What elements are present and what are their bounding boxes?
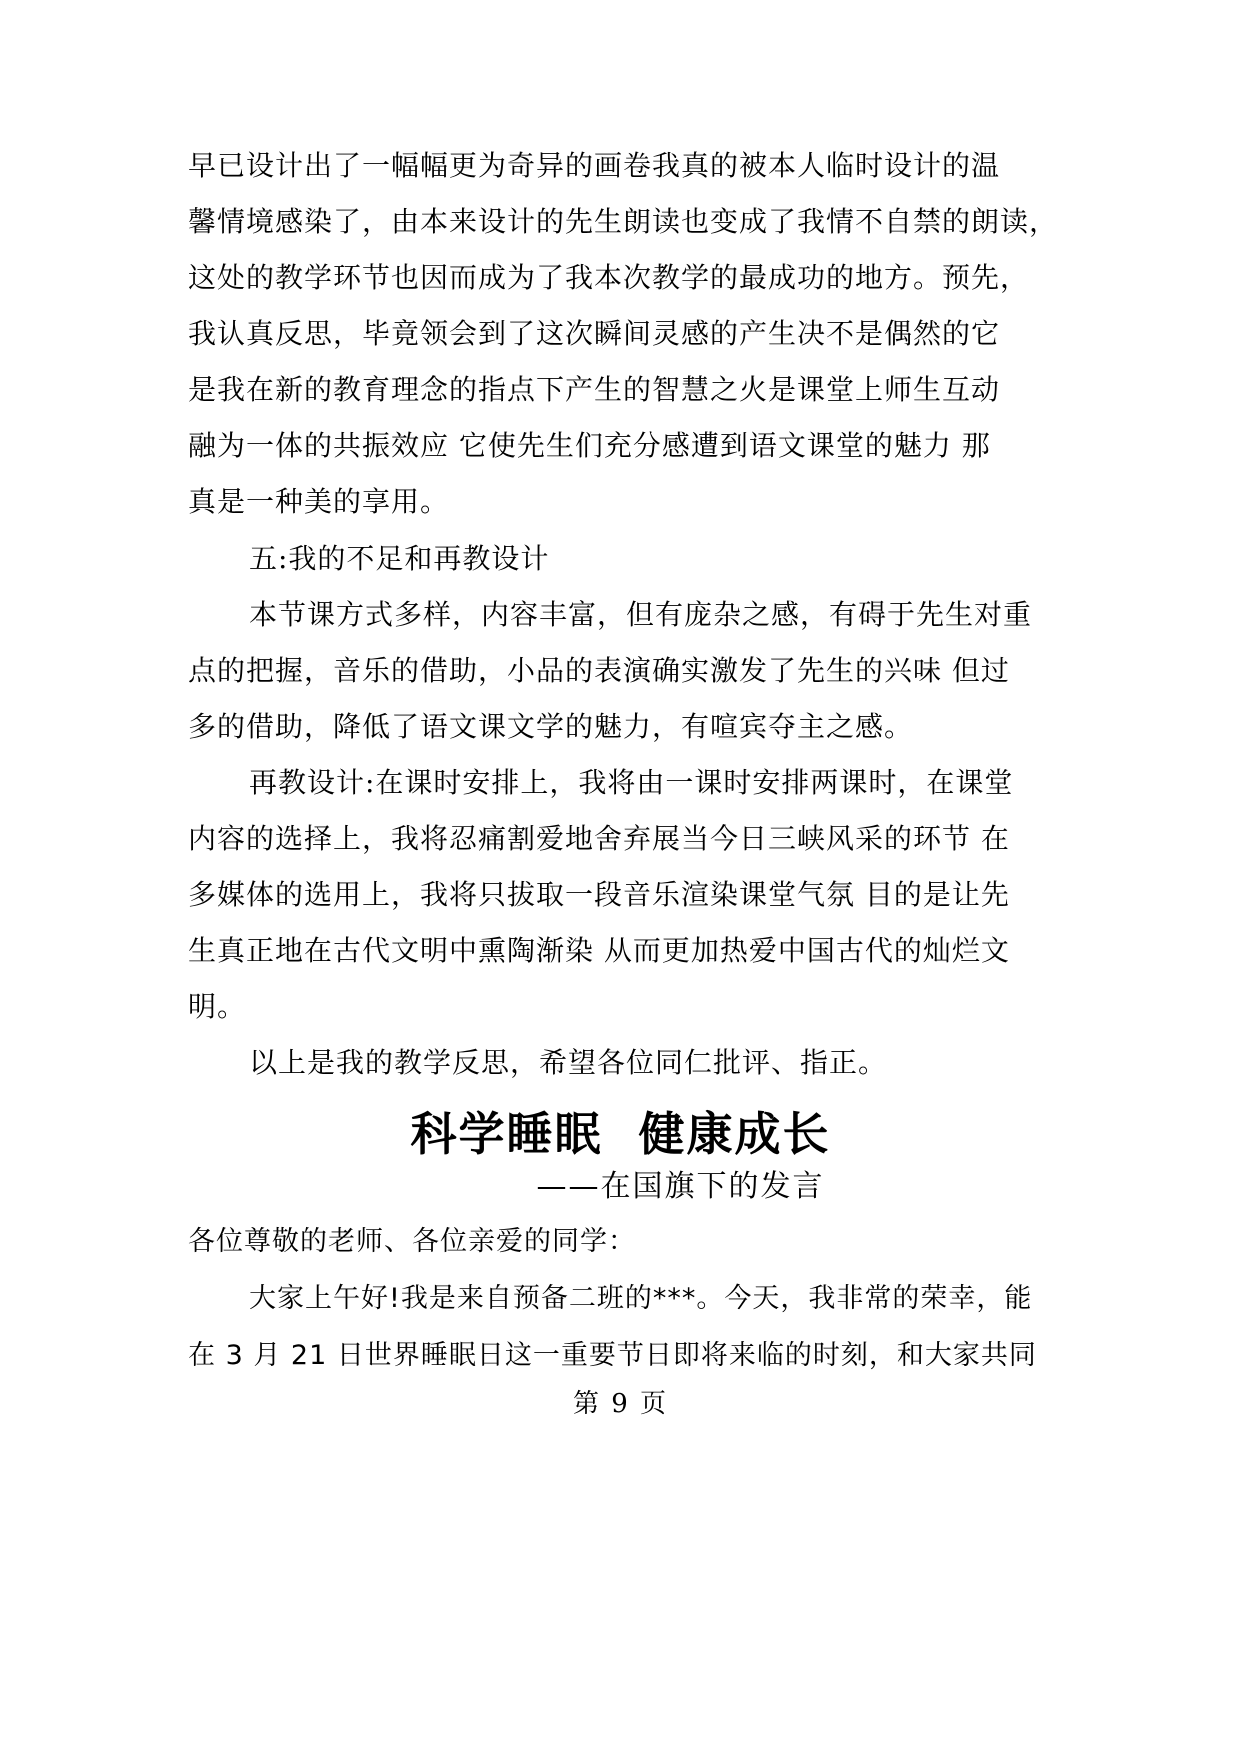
body-line: 再教设计:在课时安排上，我将由一课时安排两课时，在课堂 <box>249 766 1014 799</box>
body-line: 融为一体的共振效应 它使先生们充分感遭到语文课堂的魅力 那 <box>188 429 991 462</box>
body-line: 我认真反思，毕竟领会到了这次瞬间灵感的产生决不是偶然的它 <box>188 317 1001 350</box>
body-line: 点的把握，音乐的借助，小品的表演确实激发了先生的兴味 但过 <box>188 654 1010 687</box>
body-line: 本节课方式多样，内容丰富，但有庞杂之感，有碍于先生对重 <box>249 598 1033 631</box>
page-number: 第 9 页 <box>572 1389 669 1419</box>
speech-title: 科学睡眠 健康成长 <box>410 1107 831 1161</box>
body-line: 生真正地在古代文明中熏陶渐染 从而更加热爱中国古代的灿烂文 <box>188 934 1010 967</box>
speech-greeting: 各位尊敬的老师、各位亲爱的同学： <box>188 1226 636 1257</box>
body-line: 内容的选择上，我将忍痛割爱地舍弃展当今日三峡风采的环节 在 <box>188 822 1010 855</box>
section-heading: 五:我的不足和再教设计 <box>249 542 550 575</box>
body-line: 这处的教学环节也因而成为了我本次教学的最成功的地方。预先， <box>188 261 1030 294</box>
body-line: 多媒体的选用上，我将只拔取一段音乐渲染课堂气氛 目的是让先 <box>188 878 1010 911</box>
speech-subtitle: ——在国旗下的发言 <box>536 1169 825 1204</box>
body-line: 早已设计出了一幅幅更为奇异的画卷我真的被本人临时设计的温 <box>188 149 1001 182</box>
body-line: 是我在新的教育理念的指点下产生的智慧之火是课堂上师生互动 <box>188 373 1001 406</box>
speech-line: 大家上午好!我是来自预备二班的***。今天，我非常的荣幸，能 <box>249 1283 1033 1314</box>
body-line: 馨情境感染了，由本来设计的先生朗读也变成了我情不自禁的朗读， <box>188 205 1059 238</box>
body-line: 明。 <box>188 990 247 1023</box>
body-line: 以上是我的教学反思，希望各位同仁批评、指正。 <box>249 1046 888 1079</box>
body-line: 真是一种美的享用。 <box>188 485 450 518</box>
speech-line: 在 3 月 21 日世界睡眠日这一重要节日即将来临的时刻，和大家共同 <box>188 1340 1037 1371</box>
body-line: 多的借助，降低了语文课文学的魅力，有喧宾夺主之感。 <box>188 710 914 743</box>
